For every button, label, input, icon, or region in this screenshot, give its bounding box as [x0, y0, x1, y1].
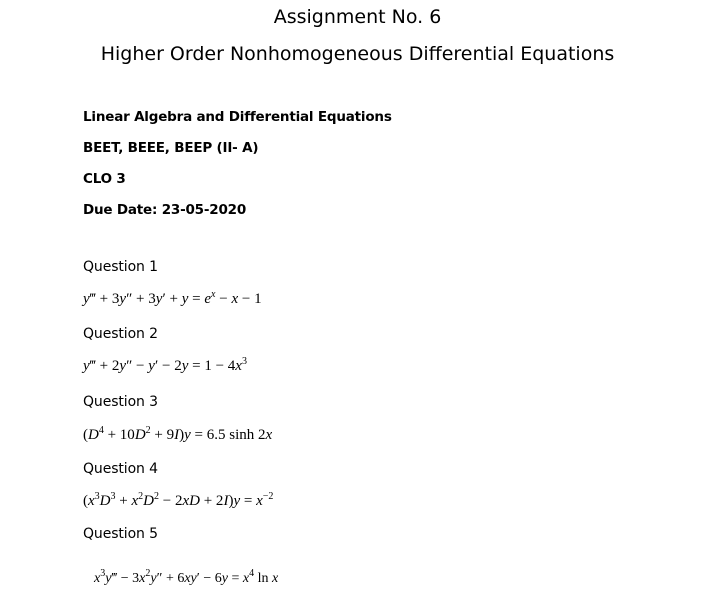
clo-label: CLO 3 [83, 171, 126, 187]
question-3-equation: $(D^4 + 10D^2 + 9I)y = 6.5$ sinh 2x [83, 425, 273, 443]
assignment-title: Assignment No. 6 [273, 6, 442, 28]
question-2-label: Question 2 [83, 326, 158, 342]
course-name: Linear Algebra and Differential Equations [83, 109, 392, 125]
question-1-equation: y‴ + $3y'' + 3y' + y = e^x - x - 1$ [83, 289, 262, 307]
question-5-equation: $x^3y‴ - 3x^2y'' + 6xy' - 6y = x^4$ ln x [94, 568, 279, 586]
program-list: BEET, BEEE, BEEP (II- A) [83, 140, 259, 156]
due-date: Due Date: 23-05-2020 [83, 202, 247, 218]
question-3-label: Question 3 [83, 394, 158, 410]
question-2-equation: y‴ + $2y'' - y' - 2y = 1 - 4x^3$ [83, 356, 247, 374]
question-4-equation: $(x^3D^3 + x^2D^2 - 2xD + 2I)y = x^{-2}$ [83, 491, 274, 509]
question-4-label: Question 4 [83, 461, 158, 477]
question-1-label: Question 1 [83, 259, 158, 275]
question-5-label: Question 5 [83, 526, 158, 542]
assignment-subtitle: Higher Order Nonhomogeneous Differential Equations [100, 43, 615, 65]
